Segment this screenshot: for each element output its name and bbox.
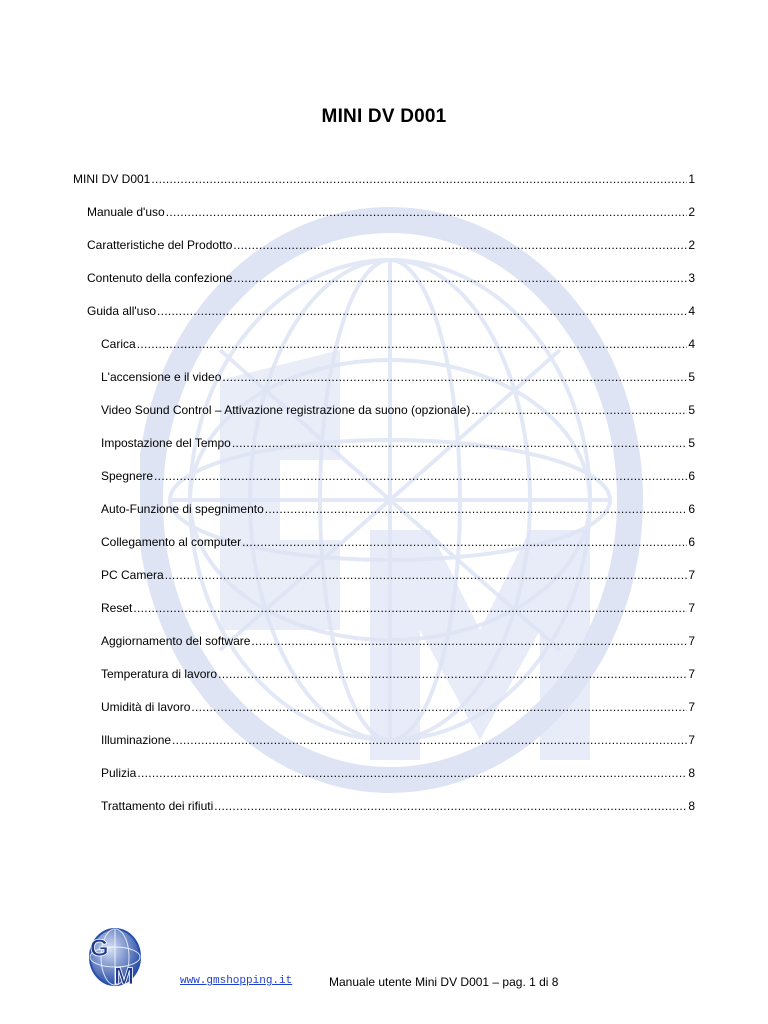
toc-entry[interactable] [101, 337, 695, 355]
toc-entry-page: 5 [688, 370, 695, 384]
toc-entry-label: MINI DV D001 [73, 172, 151, 186]
toc-entry[interactable] [87, 304, 695, 322]
toc-entry-label: Contenuto della confezione [87, 271, 233, 285]
toc-entry-page: 7 [688, 700, 695, 714]
toc-entry-page: 6 [688, 535, 695, 549]
toc-entry[interactable] [101, 700, 695, 718]
toc-leader-dots [137, 766, 687, 780]
toc-entry-label: Temperatura di lavoro [101, 667, 218, 681]
toc-leader-dots [157, 304, 687, 318]
toc-entry-page: 5 [688, 403, 695, 417]
toc-entry-page: 7 [688, 667, 695, 681]
toc-entry-page: 7 [688, 634, 695, 648]
document-title: MINI DV D001 [321, 106, 447, 127]
toc-entry-label: Caratteristiche del Prodotto [87, 238, 233, 252]
toc-entry-page: 2 [688, 238, 695, 252]
toc-entry[interactable] [101, 403, 695, 421]
toc-leader-dots [214, 799, 687, 813]
toc-entry-label: Illuminazione [101, 733, 172, 747]
toc-leader-dots [471, 403, 687, 417]
toc-leader-dots [251, 634, 687, 648]
toc-entry[interactable] [101, 502, 695, 520]
toc-leader-dots [265, 502, 688, 516]
gm-logo-icon [84, 922, 150, 988]
toc-entry-label: PC Camera [101, 568, 164, 582]
toc-entry[interactable] [101, 766, 695, 784]
toc-leader-dots [218, 667, 687, 681]
toc-entry[interactable] [101, 436, 695, 454]
toc-leader-dots [166, 205, 688, 219]
toc-entry-label: Spegnere [101, 469, 154, 483]
toc-entry-page: 7 [688, 601, 695, 615]
toc-entry-page: 3 [688, 271, 695, 285]
toc-entry[interactable] [101, 370, 695, 388]
toc-entry-label: L'accensione e il video [101, 370, 222, 384]
toc-entry-label: Aggiornamento del software [101, 634, 251, 648]
toc-entry[interactable] [101, 469, 695, 487]
toc-entry-page: 1 [688, 172, 695, 186]
toc-leader-dots [165, 568, 688, 582]
toc-leader-dots [222, 370, 687, 384]
toc-entry-label: Collegamento al computer [101, 535, 242, 549]
toc-entry-page: 2 [688, 205, 695, 219]
toc-leader-dots [242, 535, 687, 549]
toc-leader-dots [154, 469, 687, 483]
toc-entry-page: 7 [688, 733, 695, 747]
toc-entry-label: Manuale d'uso [87, 205, 165, 219]
toc-entry-label: Impostazione del Tempo [101, 436, 231, 450]
toc-entry-page: 6 [688, 469, 695, 483]
toc-entry-label: Pulizia [101, 766, 137, 780]
toc-entry[interactable] [101, 568, 695, 586]
toc-entry-label: Reset [101, 601, 133, 615]
toc-entry-page: 8 [688, 799, 695, 813]
toc-entry-page: 5 [688, 436, 695, 450]
toc-entry-page: 7 [688, 568, 695, 582]
toc-entry[interactable] [101, 601, 695, 619]
toc-leader-dots [232, 436, 687, 450]
toc-leader-dots [151, 172, 687, 186]
svg-text:G: G [90, 935, 109, 962]
toc-leader-dots [191, 700, 687, 714]
toc-entry[interactable] [101, 667, 695, 685]
toc-entry-label: Carica [101, 337, 136, 351]
toc-entry-label: Trattamento dei rifiuti [101, 799, 214, 813]
toc-entry[interactable] [87, 205, 695, 223]
footer-page-info: Manuale utente Mini DV D001 – pag. 1 di 8 [329, 975, 559, 989]
svg-text:M: M [114, 963, 134, 988]
website-link[interactable]: www.gmshopping.it [180, 975, 293, 987]
toc-entry-label: Umidità di lavoro [101, 700, 191, 714]
toc-entry-page: 4 [688, 304, 695, 318]
toc-leader-dots [137, 337, 688, 351]
toc-entry[interactable] [101, 799, 695, 817]
toc-entry[interactable] [87, 271, 695, 289]
toc-entry-page: 6 [688, 502, 695, 516]
toc-entry-label: Guida all'uso [87, 304, 156, 318]
toc-leader-dots [233, 238, 687, 252]
toc-leader-dots [172, 733, 687, 747]
toc-leader-dots [133, 601, 687, 615]
toc-entry[interactable] [73, 172, 695, 190]
toc-entry[interactable] [87, 238, 695, 256]
toc-entry[interactable] [101, 634, 695, 652]
toc-leader-dots [233, 271, 687, 285]
toc-entry-page: 4 [688, 337, 695, 351]
toc-entry-label: Auto-Funzione di spegnimento [101, 502, 264, 516]
toc-entry[interactable] [101, 733, 695, 751]
toc-entry-page: 8 [688, 766, 695, 780]
toc-entry-label: Video Sound Control – Attivazione registrazione da suono (opzionale) [101, 403, 471, 417]
toc-entry[interactable] [101, 535, 695, 553]
